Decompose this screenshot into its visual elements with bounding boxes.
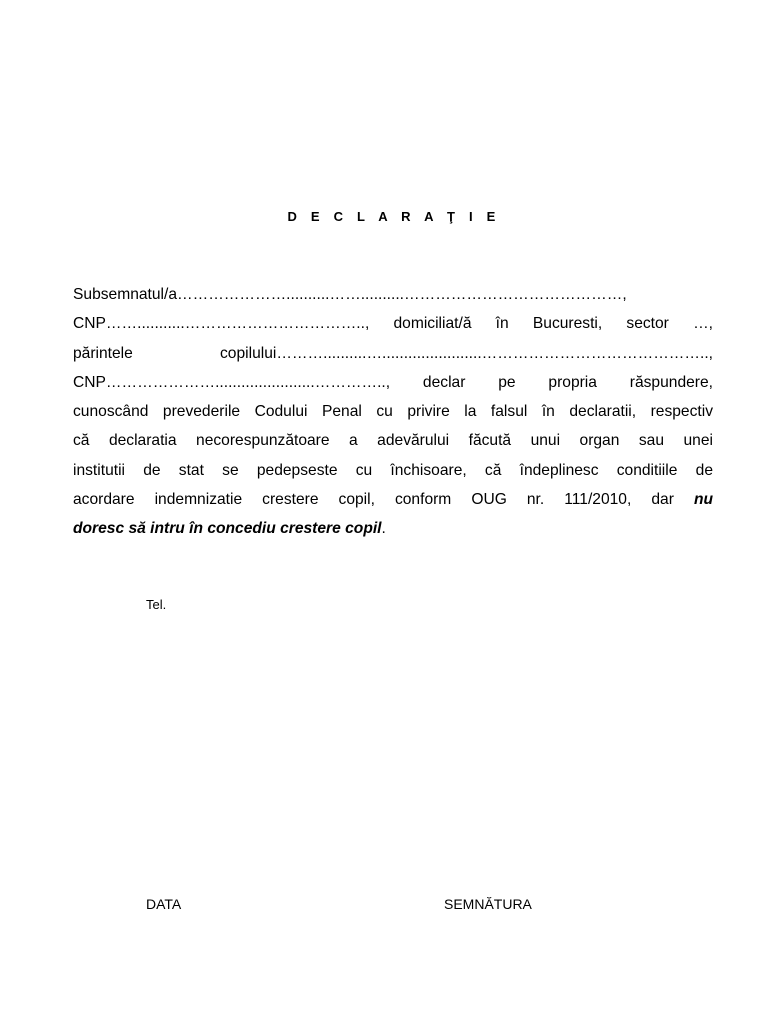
body-line-3: părintele copilului………..........….......................…………………………………….., — [73, 344, 713, 362]
date-label: DATA — [146, 896, 182, 912]
document-title: D E C L A R A Ţ I E — [287, 209, 501, 224]
body-line-8 — [73, 485, 713, 514]
tel-label: Tel. — [146, 597, 167, 612]
body-line-7: institutii de stat se pedepseste cu închisoare, că îndeplinesc conditiile de — [73, 461, 713, 479]
emphasis-text: doresc să intru în concediu crestere copil — [73, 520, 382, 538]
body-line-2: CNP……...........…………………………….., domiciliat/ă în Bucuresti, sector …, — [73, 315, 713, 333]
body-line-8-text: acordare indemnizatie crestere copil, conform OUG nr. 111/2010, dar — [73, 491, 674, 509]
body-line-1: Subsemnatul/a…………………..........……..........……………………………………, — [73, 286, 627, 303]
closing-period: . — [381, 520, 386, 538]
emphasis-start: nu — [693, 491, 713, 509]
body-line-6: că declaratia necorespunzătoare a adevărului făcută unui organ sau unei — [73, 432, 713, 450]
body-line-4: CNP………………….......................………….., declar pe propria răspundere, — [73, 373, 713, 391]
body-line-9 — [73, 514, 713, 543]
signature-label: SEMNĂTURA — [444, 896, 532, 912]
declaration-body — [73, 280, 713, 544]
body-line-5: cunoscând prevederile Codului Penal cu privire la falsul în declaratii, respectiv — [73, 403, 713, 421]
